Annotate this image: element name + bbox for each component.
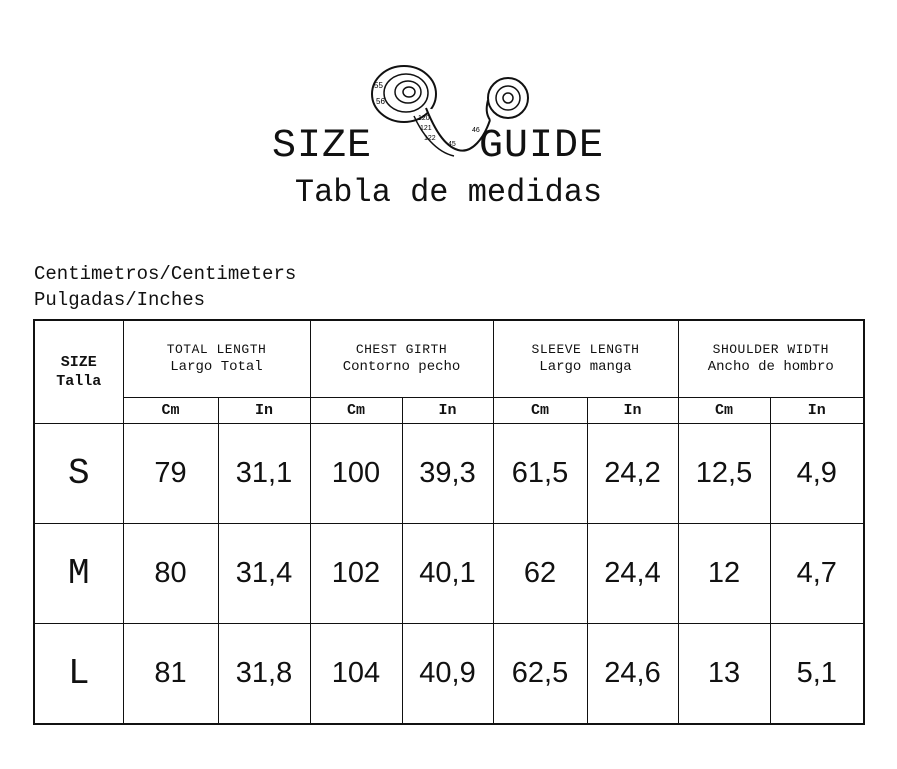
column-header-en: SLEEVE LENGTH	[531, 342, 640, 358]
table-cell: 100	[310, 423, 402, 523]
unit-in: In	[770, 397, 864, 423]
table-cell: 61,5	[493, 423, 587, 523]
table-cell: 102	[310, 523, 402, 623]
table-cell: 79	[123, 423, 218, 523]
table-cell: 81	[123, 623, 218, 724]
size-column-header	[34, 320, 123, 423]
unit-cm: Cm	[123, 397, 218, 423]
table-cell: 31,8	[218, 623, 310, 724]
size-label: M	[34, 523, 123, 623]
units-note-cm: Centimetros/Centimeters	[34, 263, 297, 285]
tape-number: 55	[374, 81, 383, 90]
unit-header-row	[34, 397, 864, 423]
table-row	[34, 423, 864, 523]
unit-in: In	[402, 397, 493, 423]
table-cell: 40,9	[402, 623, 493, 724]
unit-cm: Cm	[310, 397, 402, 423]
header	[0, 0, 897, 240]
column-header-sleeve-length	[493, 320, 678, 397]
table-cell: 31,4	[218, 523, 310, 623]
table-cell: 39,3	[402, 423, 493, 523]
table-header-row	[34, 320, 864, 397]
units-note	[34, 261, 296, 313]
table-cell: 12,5	[678, 423, 770, 523]
table-cell: 104	[310, 623, 402, 724]
column-header-en: TOTAL LENGTH	[166, 342, 267, 358]
size-table	[33, 319, 865, 725]
tape-number: 46	[472, 127, 480, 134]
tape-number: 121	[420, 125, 432, 132]
table-row	[34, 623, 864, 724]
tape-number: 120	[418, 115, 430, 122]
size-header-en: SIZE	[60, 353, 97, 371]
title-size: SIZE	[272, 124, 373, 169]
unit-in: In	[587, 397, 678, 423]
size-label: S	[34, 423, 123, 523]
table-cell: 24,6	[587, 623, 678, 724]
table-cell: 4,7	[770, 523, 864, 623]
unit-cm: Cm	[678, 397, 770, 423]
tape-number: 56	[376, 97, 385, 106]
size-label: L	[34, 623, 123, 724]
tape-number: 45	[448, 141, 456, 148]
column-header-es: Ancho de hombro	[707, 359, 834, 376]
column-header-es: Largo manga	[539, 359, 632, 376]
page-subtitle: Tabla de medidas	[294, 174, 603, 211]
table-cell: 40,1	[402, 523, 493, 623]
column-header-total-length	[123, 320, 310, 397]
table-cell: 62,5	[493, 623, 587, 724]
size-header-es: Talla	[56, 372, 102, 390]
table-cell: 13	[678, 623, 770, 724]
tape-number: 122	[424, 135, 436, 142]
unit-in: In	[218, 397, 310, 423]
units-note-in: Pulgadas/Inches	[34, 289, 206, 311]
title-guide: GUIDE	[479, 124, 605, 169]
table-cell: 12	[678, 523, 770, 623]
column-header-es: Contorno pecho	[342, 359, 461, 376]
column-header-shoulder-width	[678, 320, 864, 397]
table-row	[34, 523, 864, 623]
column-header-en: CHEST GIRTH	[355, 342, 448, 358]
table-cell: 62	[493, 523, 587, 623]
table-cell: 4,9	[770, 423, 864, 523]
unit-cm: Cm	[493, 397, 587, 423]
table-cell: 24,2	[587, 423, 678, 523]
table-cell: 31,1	[218, 423, 310, 523]
column-header-chest-girth	[310, 320, 493, 397]
table-cell: 5,1	[770, 623, 864, 724]
table-cell: 80	[123, 523, 218, 623]
column-header-es: Largo Total	[170, 359, 263, 376]
table-cell: 24,4	[587, 523, 678, 623]
column-header-en: SHOULDER WIDTH	[712, 342, 829, 358]
